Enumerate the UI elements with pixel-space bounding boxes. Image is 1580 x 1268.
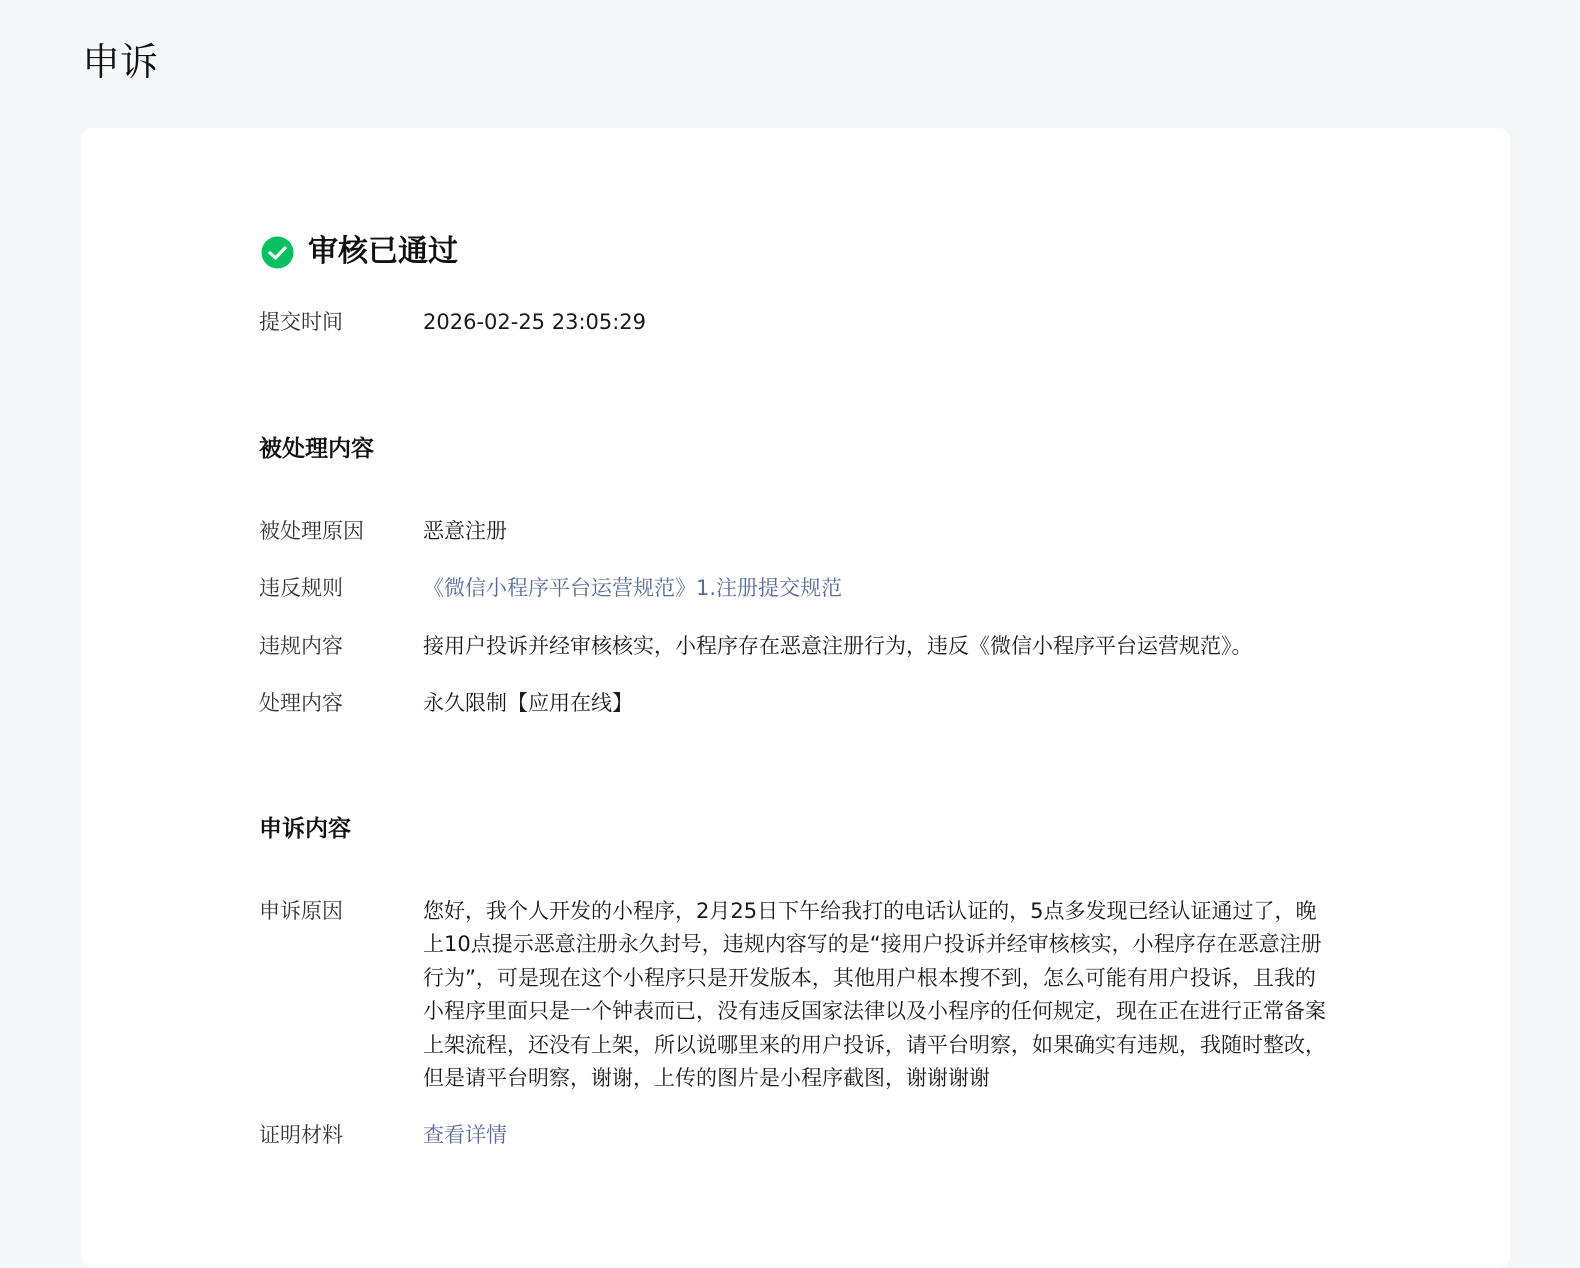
handling-action-row <box>259 687 633 720</box>
appeal-section-title: 申诉内容 <box>259 816 351 842</box>
violated-rule-label: 违反规则 <box>259 576 343 600</box>
appeal-reason-row <box>259 895 1333 1095</box>
status-header <box>259 232 458 272</box>
submit-time-label: 提交时间 <box>259 310 343 334</box>
appeal-card <box>81 128 1510 1268</box>
page-title: 申诉 <box>82 40 159 84</box>
appeal-reason-text: 您好，我个人开发的小程序，2月25日下午给我打的电话认证的，5点多发现已经认证通过了，晚上10点提示恶意注册永久封号，违规内容写的是“接用户投诉并经审核核实，小程序存在恶意注册行为”，可是现在这个小程序只是开发版本，其他用户根本搜不到，怎么可能有用户投诉，且我的小程序里面只是一个钟表而已，没有违反国家法律以及小程序的任何规定，现在正在进行正常备案上架流程，还没有上架，所以说哪里来的用户投诉，请平台明察，如果确实有违规，我随时整改，但是请平台明察，谢谢，上传的图片是小程序截图，谢谢谢谢 <box>423 899 1326 1091</box>
status-text: 审核已通过 <box>308 234 458 269</box>
handled-reason-label: 被处理原因 <box>259 519 364 543</box>
proof-row <box>259 1119 507 1152</box>
handled-reason-row <box>259 515 507 548</box>
violated-rule-link[interactable]: 《微信小程序平台运营规范》1.注册提交规范 <box>423 576 843 600</box>
violation-content-row <box>259 630 1253 663</box>
submit-time-value: 2026-02-25 23:05:29 <box>423 310 647 334</box>
handled-section-title: 被处理内容 <box>259 436 374 462</box>
violated-rule-row <box>259 572 842 605</box>
submit-time-row <box>259 306 646 339</box>
appeal-reason-label: 申诉原因 <box>259 899 343 923</box>
handled-reason-value: 恶意注册 <box>423 519 507 543</box>
violation-content-label: 违规内容 <box>259 634 343 658</box>
violation-content-value: 接用户投诉并经审核核实，小程序存在恶意注册行为，违反《微信小程序平台运营规范》。 <box>423 634 1253 658</box>
proof-label: 证明材料 <box>259 1123 343 1147</box>
check-circle-icon <box>261 236 294 269</box>
view-details-link[interactable]: 查看详情 <box>423 1123 507 1147</box>
handling-action-label: 处理内容 <box>259 691 343 715</box>
handling-action-value: 永久限制【应用在线】 <box>423 691 633 715</box>
